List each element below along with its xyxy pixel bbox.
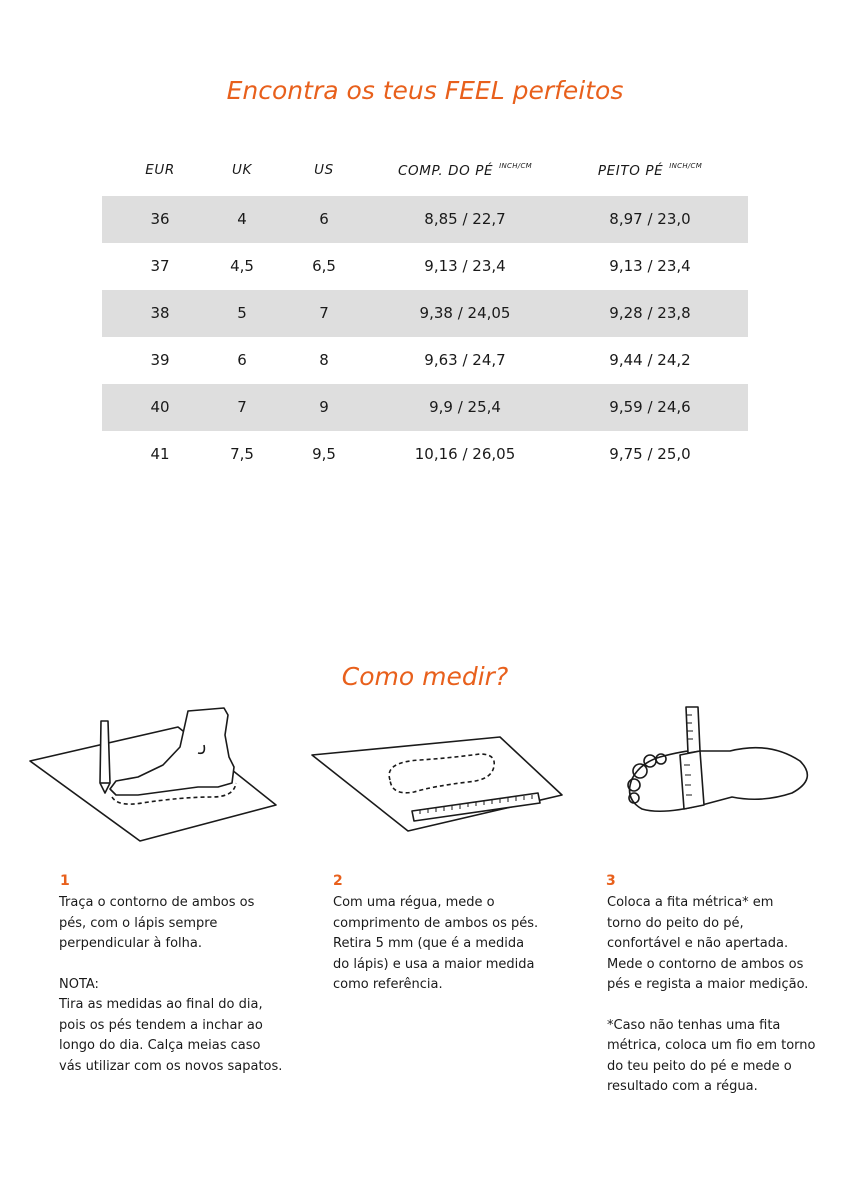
table-cell: 9,59 / 24,6 <box>609 398 691 416</box>
table-cell: 8,97 / 23,0 <box>609 210 691 228</box>
header-foot-length: COMP. DO PÉ $^{INCH/CM}$ <box>398 162 532 179</box>
step-1-text: Traça o contorno de ambos os pés, com o lápis sempre perpendicular à folha. NOTA: Tira as medidas ao final do dia, pois os pés tendem a inchar ao longo do dia. Calça meias caso vás utilizar com os novos sapatos. <box>59 895 283 1074</box>
table-cell: 10,16 / 26,05 <box>414 445 516 463</box>
size-table <box>102 150 748 478</box>
table-cell: 4,5 <box>230 257 254 275</box>
table-cell: 37 <box>150 257 170 275</box>
table-row <box>102 384 748 431</box>
table-cell: 9,5 <box>312 445 336 463</box>
table-body <box>102 196 748 478</box>
table-cell: 7 <box>237 398 247 416</box>
table-cell: 6 <box>237 351 247 369</box>
table-cell: 9 <box>319 398 329 416</box>
table-cell: 9,28 / 23,8 <box>609 304 691 322</box>
table-cell: 9,63 / 24,7 <box>424 351 506 369</box>
page-title: Encontra os teus FEEL perfeitos <box>226 76 624 105</box>
table-cell: 8 <box>319 351 329 369</box>
note-label: NOTA: <box>59 976 99 992</box>
header-eur: EUR <box>145 162 175 178</box>
foot-tracing-illustration <box>28 705 278 845</box>
table-cell: 40 <box>150 398 170 416</box>
table-cell: 9,13 / 23,4 <box>424 257 506 275</box>
table-row <box>102 431 748 478</box>
header-uk: UK <box>232 162 252 178</box>
step-3-text: Coloca a fita métrica* em torno do peito do pé, confortável e não apertada. Mede o contorno de ambos os pés e regista a maior medição. *Caso não tenhas uma fita métrica, coloca um fio em torno do teu peito do pé e mede o resultado com a régua. <box>607 895 816 1094</box>
table-cell: 6 <box>319 210 329 228</box>
table-cell: 9,44 / 24,2 <box>609 351 691 369</box>
table-cell: 5 <box>237 304 247 322</box>
unit-label: INCH/CM <box>499 162 532 170</box>
header-instep: PEITO PÉ $^{INCH/CM}$ <box>597 162 703 179</box>
table-cell: 41 <box>150 445 170 463</box>
step-2-text: Com uma régua, mede o comprimento de ambos os pés. Retira 5 mm (que é a medida do lápis) e usa a maior medida como referência. <box>333 895 539 992</box>
step-2-number: 2 <box>333 873 343 889</box>
table-row <box>102 290 748 337</box>
section-title: Como medir? <box>341 662 509 691</box>
table-cell: 7,5 <box>230 445 254 463</box>
table-row <box>102 243 748 290</box>
step-1-number: 1 <box>60 873 70 889</box>
table-cell: 4 <box>237 210 247 228</box>
table-row <box>102 196 748 243</box>
unit-label: INCH/CM <box>669 162 703 170</box>
step-3-number: 3 <box>606 873 616 889</box>
table-cell: 6,5 <box>312 257 336 275</box>
table-cell: 36 <box>150 210 170 228</box>
table-cell: 38 <box>150 304 170 322</box>
table-cell: 9,13 / 23,4 <box>609 257 691 275</box>
table-cell: 8,85 / 22,7 <box>424 210 506 228</box>
table-cell: 9,38 / 24,05 <box>419 304 511 322</box>
table-cell: 7 <box>319 304 329 322</box>
table-header <box>102 150 748 196</box>
table-cell: 39 <box>150 351 170 369</box>
table-cell: 9,9 / 25,4 <box>429 398 501 416</box>
header-us: US <box>314 162 334 178</box>
foot-ruler-illustration <box>310 735 565 835</box>
table-cell: 9,75 / 25,0 <box>609 445 691 463</box>
table-row <box>102 337 748 384</box>
tape-measure-illustration <box>620 705 815 820</box>
